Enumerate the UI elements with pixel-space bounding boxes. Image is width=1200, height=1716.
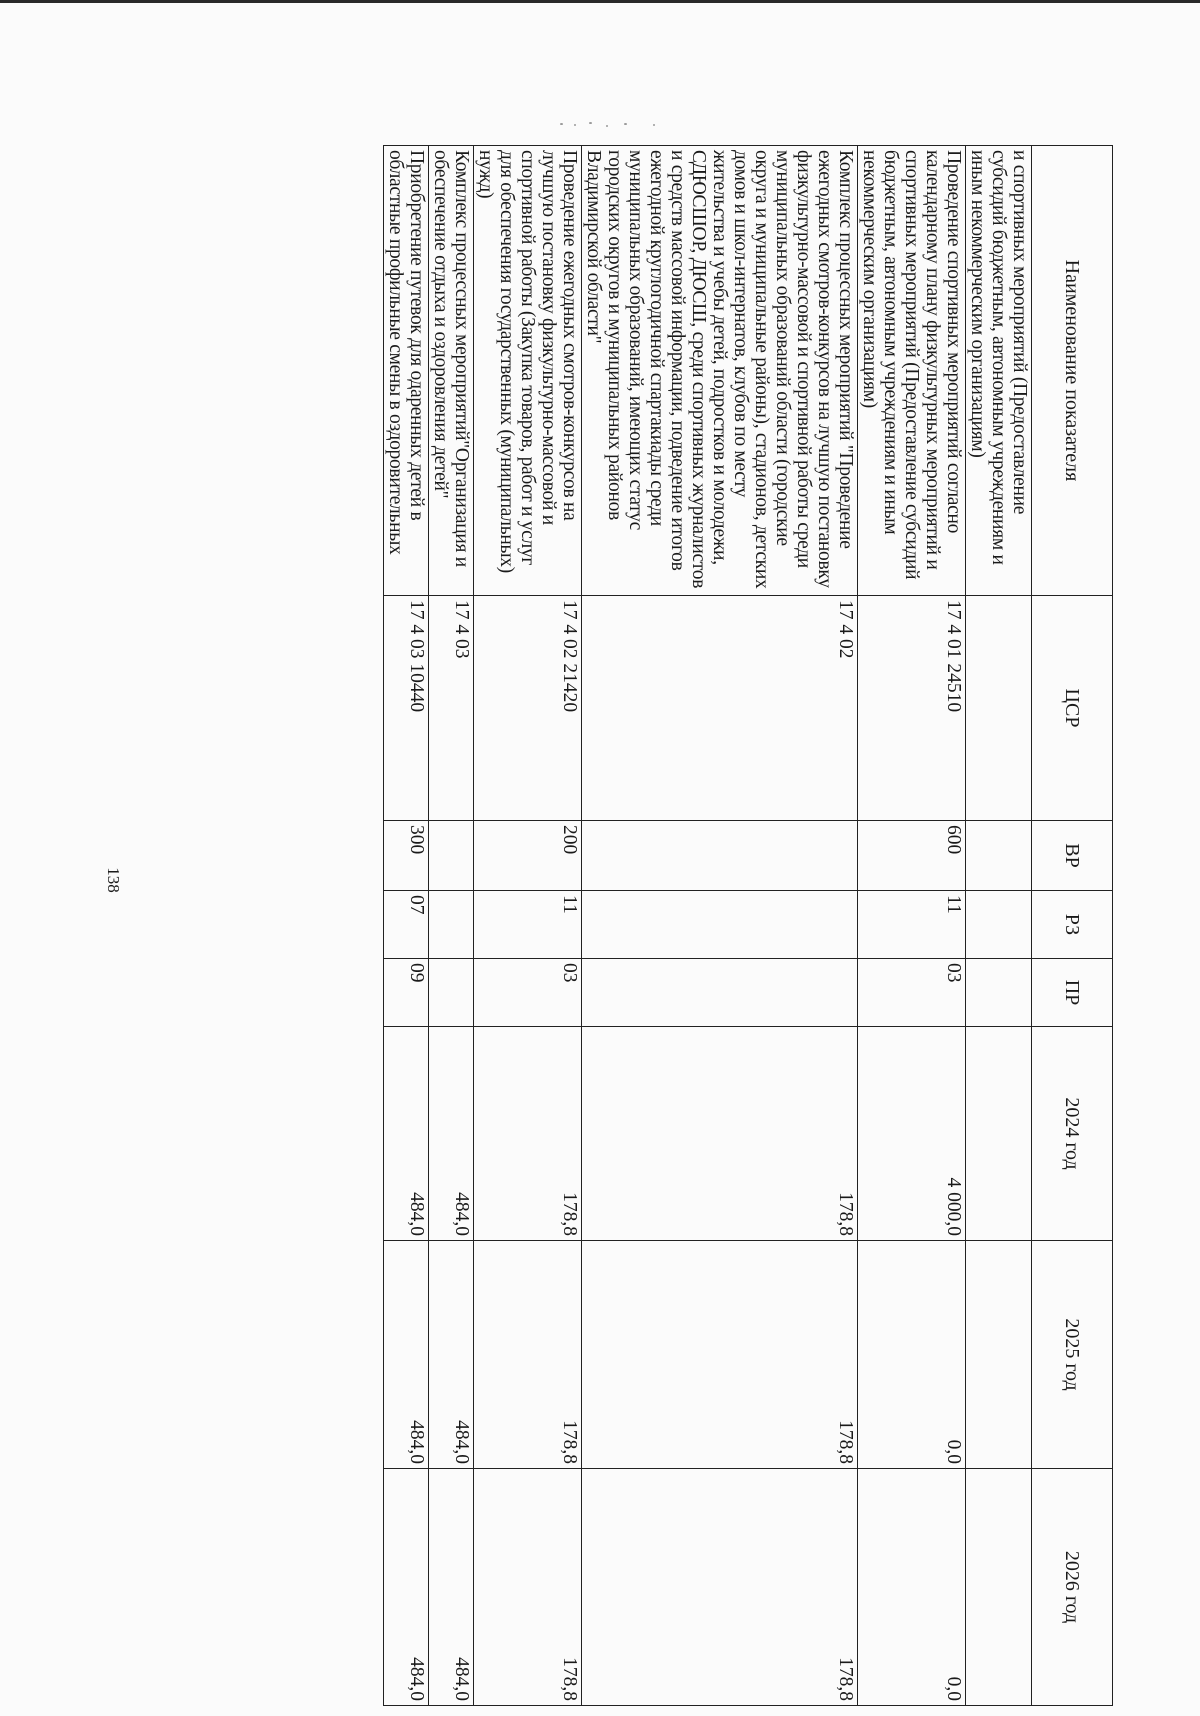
row-pr (966, 959, 1032, 1027)
row-2024: 178,8 (582, 1027, 858, 1241)
row-pr (429, 959, 474, 1027)
header-2025: 2025 год (1032, 1241, 1113, 1469)
scan-top-edge (0, 0, 1200, 3)
header-csr: ЦСР (1032, 596, 1113, 821)
table-row (858, 146, 966, 1706)
row-rz (582, 891, 858, 959)
row-vr (429, 821, 474, 891)
row-2026: 178,8 (474, 1469, 582, 1706)
row-rz (966, 891, 1032, 959)
budget-table (383, 145, 1113, 1706)
row-pr: 03 (858, 959, 966, 1027)
table-header-row (1032, 146, 1113, 1706)
scan-speckle (653, 124, 655, 126)
row-csr: 17 4 01 24510 (858, 596, 966, 821)
row-rz: 07 (384, 891, 429, 959)
header-vr: ВР (1032, 821, 1113, 891)
row-2024: 484,0 (384, 1027, 429, 1241)
header-pr: ПР (1032, 959, 1113, 1027)
page-number: 138 (104, 867, 123, 893)
row-2026: 484,0 (384, 1469, 429, 1706)
header-2026: 2026 год (1032, 1469, 1113, 1706)
table-row (429, 146, 474, 1706)
table-row (384, 146, 429, 1706)
row-vr: 200 (474, 821, 582, 891)
row-2025: 484,0 (429, 1241, 474, 1469)
row-csr: 17 4 03 (429, 596, 474, 821)
row-name: Комплекс процессных мероприятий "Проведение ежегодных смотров-конкурсов на лучшую постановку физкультурно-массовой и спортивной работы среди муниципальных образований области (городские округа и муниципальные районы), стадионов, детских домов и школ-интернатов, клубов по месту жительства и учебы детей, подростков и молодежи, СДЮСШОР, ДЮСШ, среди спортивных журналистов и средств массовой информации, подведение итогов ежегодной круглогодичной спартакиады среди муниципальных образований, имеющих статус городских округов и муниципальных районов Владимирской области" (582, 146, 858, 596)
row-vr: 300 (384, 821, 429, 891)
row-2026: 0,0 (858, 1469, 966, 1706)
row-vr (582, 821, 858, 891)
row-2025: 178,8 (582, 1241, 858, 1469)
scan-speckle (624, 123, 627, 125)
scan-speckle (589, 122, 592, 124)
table-row (582, 146, 858, 1706)
row-2024: 4 000,0 (858, 1027, 966, 1241)
row-2026 (966, 1469, 1032, 1706)
row-csr: 17 4 02 21420 (474, 596, 582, 821)
row-2024 (966, 1027, 1032, 1241)
row-name: Приобретение путевок для одаренных детей в областные профильные смены в оздоровительных (384, 146, 429, 596)
row-vr (966, 821, 1032, 891)
scan-speckle (606, 125, 608, 127)
row-name: Проведение спортивных мероприятий согласно календарному плану физкультурных мероприятий и спортивных мероприятий (Предоставление субсидий бюджетным, автономным учреждениям и иным некоммерческим организациям) (858, 146, 966, 596)
row-pr (582, 959, 858, 1027)
table-row (966, 146, 1032, 1706)
header-rz: РЗ (1032, 891, 1113, 959)
table-row (474, 146, 582, 1706)
rotated-table-wrapper (163, 145, 1113, 1705)
row-2025 (966, 1241, 1032, 1469)
row-2024: 178,8 (474, 1027, 582, 1241)
row-pr: 09 (384, 959, 429, 1027)
row-pr: 03 (474, 959, 582, 1027)
row-name: Проведение ежегодных смотров-конкурсов на лучшую постановку физкультурно-массовой и спортивной работы (Закупка товаров, работ и услуг для обеспечения государственных (муниципальных) нужд) (474, 146, 582, 596)
row-vr: 600 (858, 821, 966, 891)
scan-speckle (574, 124, 576, 126)
row-2026: 484,0 (429, 1469, 474, 1706)
row-csr (966, 596, 1032, 821)
row-rz: 11 (858, 891, 966, 959)
row-2025: 0,0 (858, 1241, 966, 1469)
row-rz (429, 891, 474, 959)
row-2026: 178,8 (582, 1469, 858, 1706)
row-2025: 178,8 (474, 1241, 582, 1469)
scan-speckle (560, 123, 563, 125)
row-2024: 484,0 (429, 1027, 474, 1241)
row-csr: 17 4 03 10440 (384, 596, 429, 821)
row-rz: 11 (474, 891, 582, 959)
row-name: Комплекс процессных мероприятий"Организация и обеспечение отдыха и оздоровления детей" (429, 146, 474, 596)
row-name: и спортивных мероприятий (Предоставление субсидий бюджетным, автономным учреждениям и иным некоммерческим организациям) (966, 146, 1032, 596)
row-csr: 17 4 02 (582, 596, 858, 821)
header-name: Наименование показателя (1032, 146, 1113, 596)
header-2024: 2024 год (1032, 1027, 1113, 1241)
row-2025: 484,0 (384, 1241, 429, 1469)
